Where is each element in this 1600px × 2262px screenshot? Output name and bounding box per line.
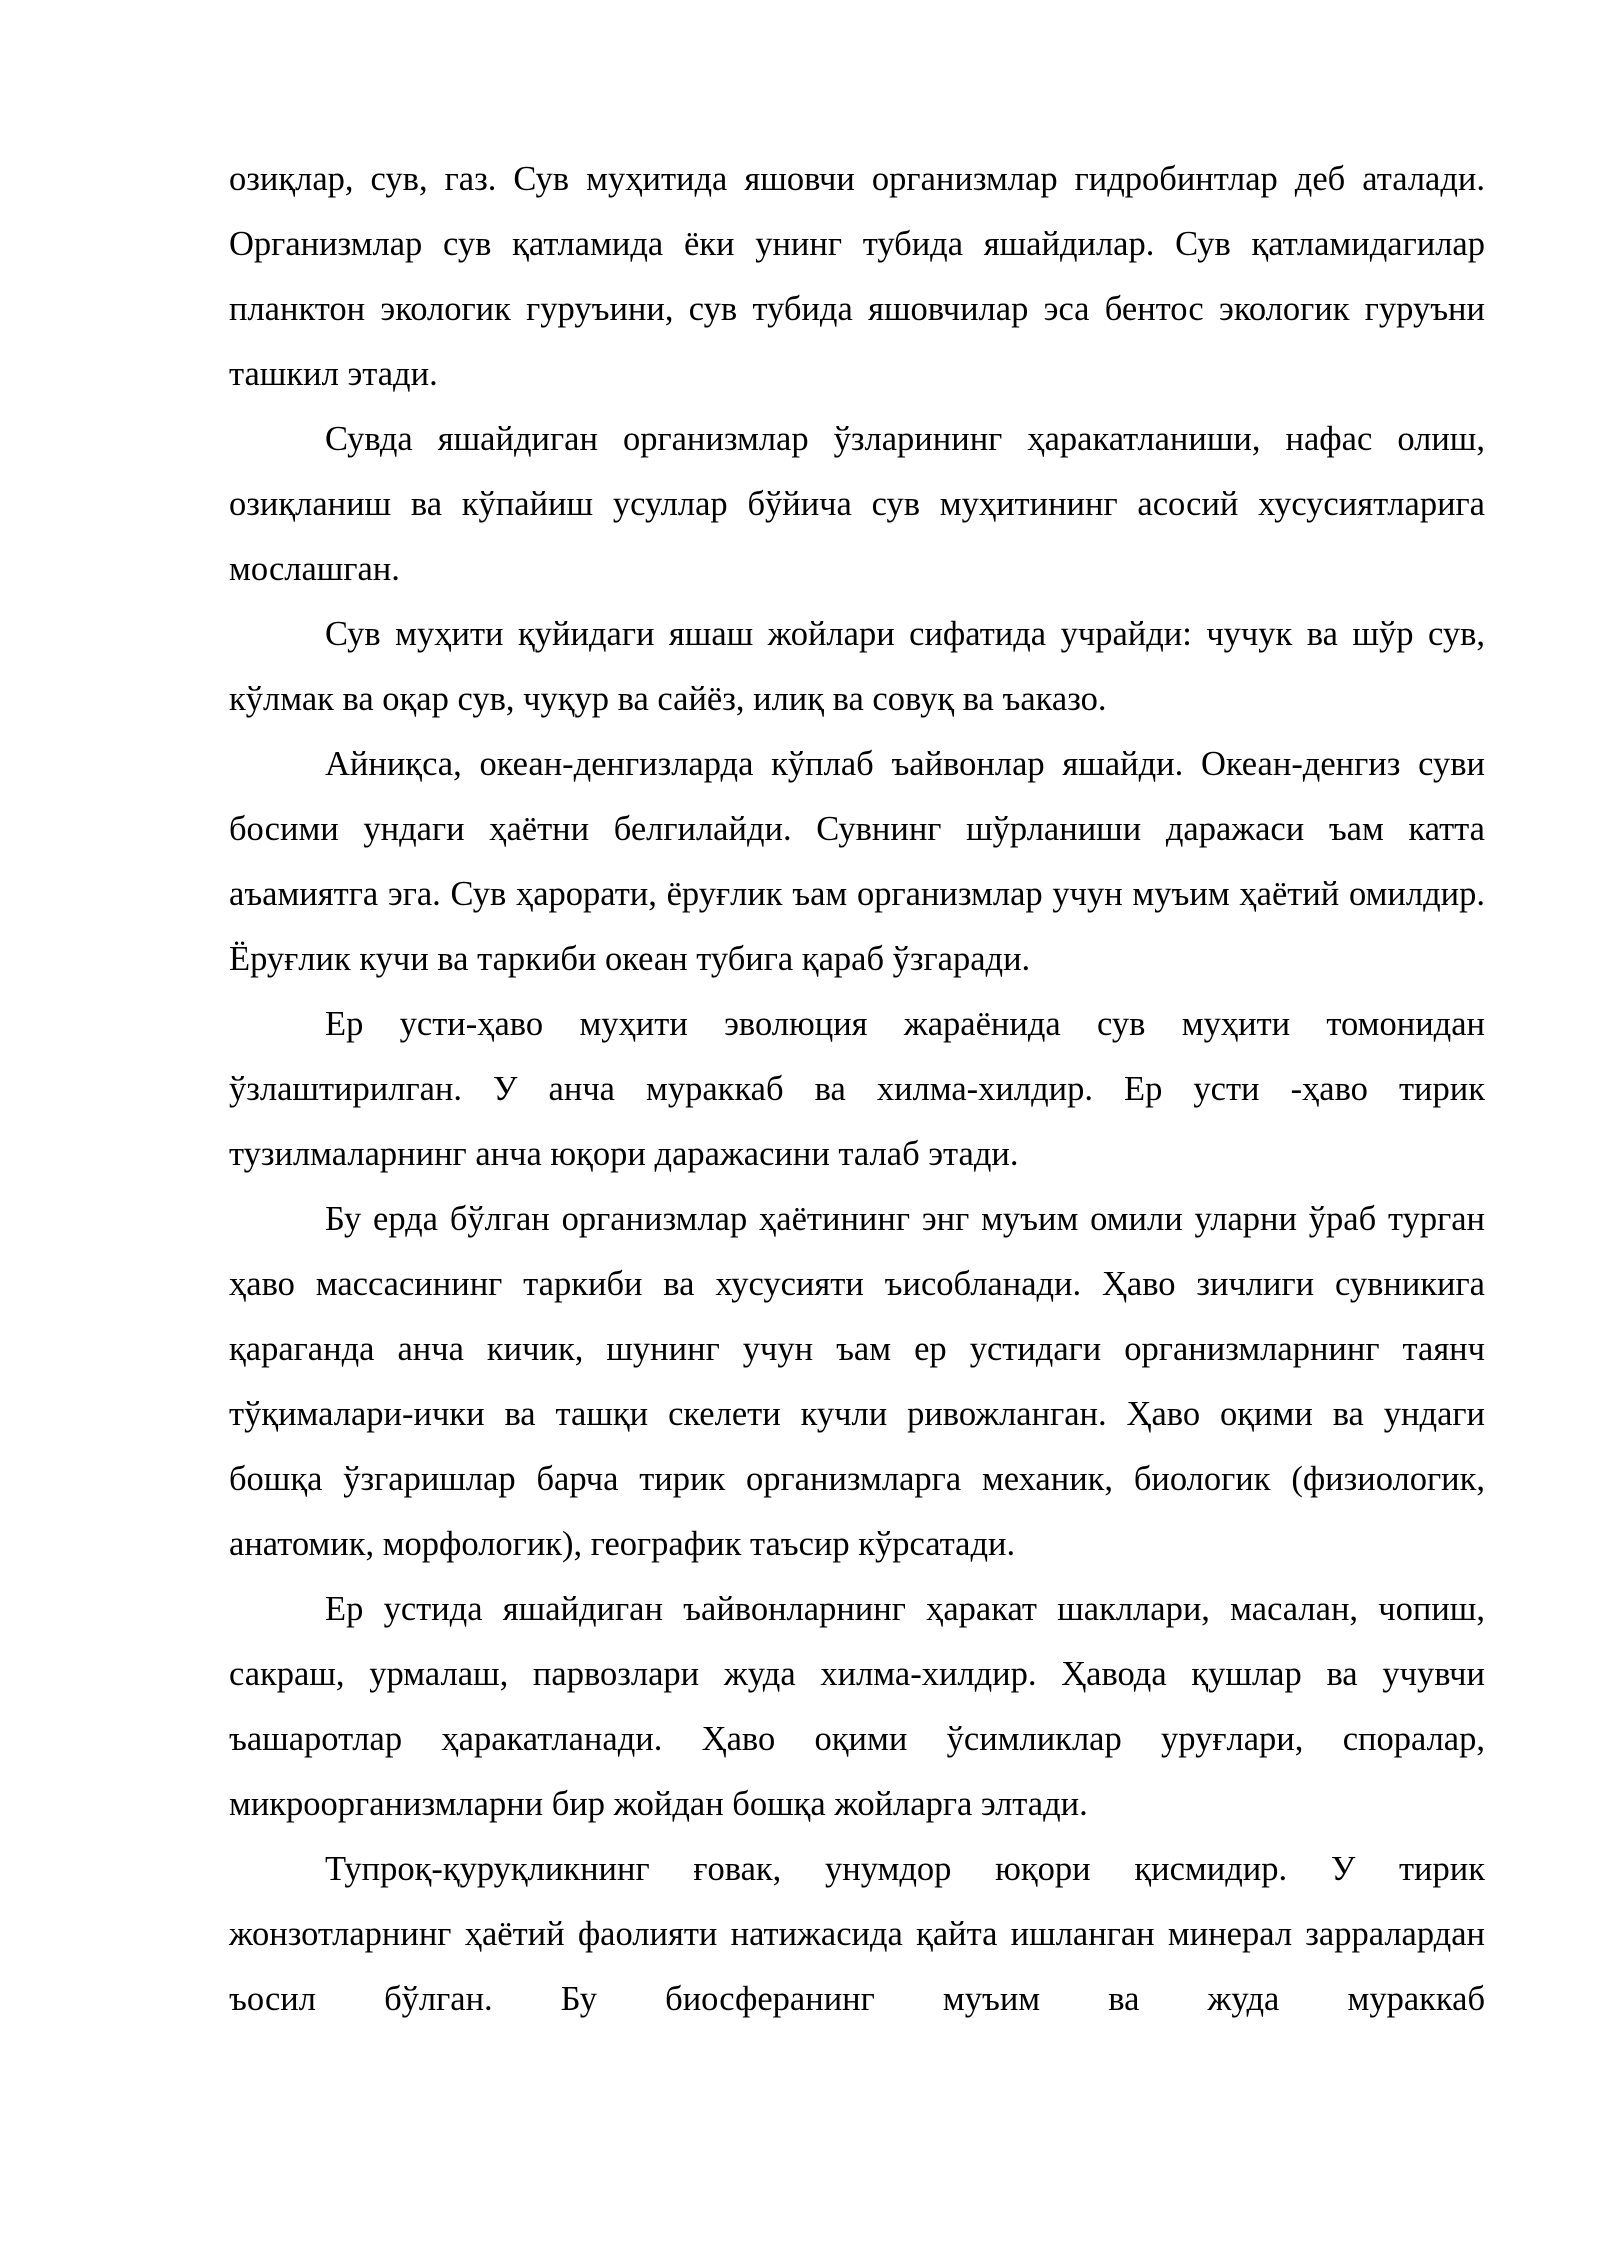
paragraph-5: Ер усти-ҳаво муҳити эволюция жараёнида сув муҳити томонидан ўзлаштирилган. У анча мураккаб ва хилма-хилдир. Ер усти -ҳаво тирик тузилмаларнинг анча юқори даражасини талаб этади.	[229, 1005, 1485, 1173]
paragraph-6: Бу ерда бўлган организмлар ҳаётининг энг муъим омили уларни ўраб турган ҳаво массасининг таркиби ва хусусияти ъисобланади. Ҳаво зичлиги сувникига қараганда анча кичик, шунинг учун ъам ер устидаги организмларнинг таянч тўқималари-ички ва ташқи скелети кучли ривожланган. Ҳаво оқими ва ундаги бошқа ўзгаришлар барча тирик организмларга механик, биологик (физиологик, анатомик, морфологик), географик таъсир кўрсатади.	[229, 1200, 1485, 1563]
paragraph-1: озиқлар, сув, газ. Сув муҳитида яшовчи организмлар гидробинтлар деб аталади. Организмлар сув қатламида ёки унинг тубида яшайдилар. Сув қатламидагилар планктон экологик гуруъини, сув тубида яшовчилар эса бентос экологик гуруъни ташкил этади.	[229, 160, 1485, 393]
paragraph-7: Ер устида яшайдиган ъайвонларнинг ҳаракат шакллари, масалан, чопиш, сакраш, урмалаш, парвозлари жуда хилма-хилдир. Ҳаводa қушлар ва учувчи ъашаротлар ҳаракатланади. Ҳаво оқими ўсимликлар уруғлари, споралар, микроорганизмларни бир жойдан бошқа жойларга элтади.	[229, 1590, 1485, 1823]
paragraph-2: Сувда яшайдиган организмлар ўзларининг ҳаракатланиши, нафас олиш, озиқланиш ва кўпайиш усуллар бўйича сув муҳитининг асосий хусусиятларига мослашган.	[229, 420, 1485, 588]
paragraph-8: Тупроқ-қуруқликнинг ғовак, унумдор юқори қисмидир. У тирик жонзотларнинг ҳаётий фаолияти натижасида қайта ишланган минерал зарралардан ъосил бўлган. Бу биосферанинг муъим ва жуда мураккаб	[229, 1850, 1485, 2018]
paragraph-4: Айниқса, океан-денгизларда кўплаб ъайвонлар яшайди. Океан-денгиз суви босими ундаги ҳаётни белгилайди. Сувнинг шўрланиши даражаси ъам катта аъамиятга эга. Сув ҳарорати, ёруғлик ъам организмлар учун муъим ҳаётий омилдир. Ёруғлик кучи ва таркиби океан тубига қараб ўзгаради.	[229, 745, 1485, 978]
paragraph-3: Сув муҳити қуйидаги яшаш жойлари сифатида учрайди: чучук ва шўр сув, кўлмак ва оқар сув, чуқур ва сайёз, илиқ ва совуқ ва ъаказо.	[229, 615, 1485, 718]
document-text-body	[229, 147, 1485, 2032]
